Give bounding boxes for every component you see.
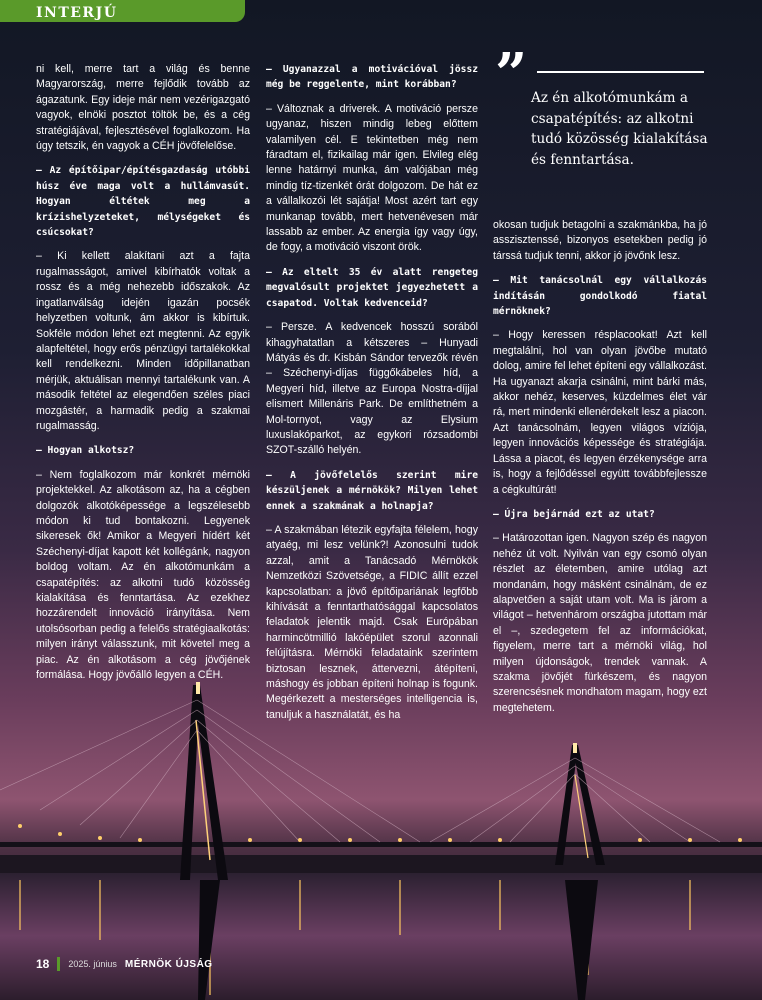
column-2: [266, 62, 478, 732]
body-paragraph: – Változnak a driverek. A motiváció persze ugyanaz, hiszen mindig lebeg előttem valamilyen cél. E tekintetben még nem fáradtam el, fizikailag már igen. Elvileg elég lenne határnyi munka, ám valójában még mindig tíz-tizenkét órát dolgozom. De hát ez a vállalkozói lét sajátja! Most azért tart egy munkanap tovább, mert hetvenévesen már lassabb az ember. Az energia így vagy úgy, de fogy, a motiváció viszont örök.: [266, 102, 478, 254]
interview-question: – Hogyan alkotsz?: [36, 445, 135, 457]
interview-question: – A jövőfelelős szerint mire készüljenek a mérnökök? Milyen lehet ennek a szakmának a holnapja?: [266, 469, 478, 512]
footer-divider: [57, 957, 60, 971]
body-paragraph: okosan tudjuk betagolni a szakmánkba, ha jó asszisztenssé, bizonyos esetekben pedig jó társsá tudjuk tenni, akkor jó jövőnk lesz.: [493, 219, 707, 262]
interview-question: – Az építőipar/építésgazdaság utóbbi húsz éve maga volt a hullámvasút. Hogyan éltétek meg a krízishelyzeteket, mélységeket és csúcsokat?: [36, 165, 250, 239]
body-paragraph: – Határozottan igen. Nagyon szép és nagyon nehéz út volt. Nyilván van egy csomó olyan részlet az életemben, amire utólag azt mondanám, hogy másként csinálnám, de ez alapvetően a saját utam volt. Ma is járom a világot – hetvenhárom országba jutottam már el –, szedegetem fel az információkat, figyelem, merre tart a mérnöki világ, hol milyen újdonságok, trendek vannak. A szakma jövőjét fürkészem, és nagyon szerencsésnek mondhatom magam, hogy ezt megtehetem.: [493, 532, 707, 714]
interview-question: – Ugyanazzal a motivációval jössz még be reggelente, mint korábban?: [266, 64, 478, 91]
interview-question: – Mit tanácsolnál egy vállalkozás indításán gondolkodó fiatal mérnöknek?: [493, 275, 707, 318]
section-tag: INTERJÚ: [0, 0, 245, 22]
issue-date: 2025. június: [68, 959, 117, 969]
column-1: [36, 62, 250, 692]
body-paragraph: – Nem foglalkozom már konkrét mérnöki projektekkel. Az alkotásom az, ha a cégben dolgozók alkotóképessége a legszélesebb módon ki tud bontakozni. Legyenek sikeresek ők! Amikor a Megyeri hídért két Széchenyi-díjat kapott két kollégánk, nagyon boldog voltam. Az én alkotómunkám a csapatépítés: az alkotni tudó közösség kialakítása és fenntartása. Az ezekhez hozzárendelt innováció irányítása. Nem utolsósorban pedig a felelős stratégiaalkotás: milyen irányt válasszunk, mit követel meg a piac. Az én alkotásom a cég jövőjének formálása. Hogy jövőálló legyen a CÉH.: [36, 468, 250, 682]
body-paragraph: – A szakmában létezik egyfajta félelem, hogy atyaég, mi lesz velünk?! Azonosulni tudok azzal, amit a Tanácsadó Mérnökök Nemzetközi Szövetsége, a FIDIC állít ezzel kapcsolatban: a jövő építőipariának legfőbb kihívását a fenntarthatósággal kapcsolatos feladatok jelentik majd. Csak Európában harmincötmillió lakóépület szorul azonnali felújításra. Mérnöki feladataink szerintem biztosan lesznek, áttervezni, átépíteni, máshogy és jobban építeni holnap is fogunk. Megérkezett a mesterséges intelligencia is, tanuljuk a használatát, és ha: [266, 523, 478, 721]
body-paragraph: – Persze. A kedvencek hosszú sorából kihagyhatatlan a kétszeres – Hunyadi Mátyás és dr. Kisbán Sándor tervezők révén – Széchenyi-díjas függőkábeles híd, a Megyeri híd, illetve az Europa Nostra-díjjal elismert Millenáris Park. De említhetném a Mol-tornyot, vagy az Elysium luxuslakóparkot, az egykori rózsadombi SZOT-szálló helyén.: [266, 321, 478, 457]
quote-divider: [537, 71, 704, 73]
interview-question: – Az eltelt 35 év alatt rengeteg megvalósult projektet jegyezhetett a csapatod. Voltak kedvenceid?: [266, 266, 478, 309]
quote-mark-icon: ”: [495, 41, 528, 107]
interview-question: – Újra bejárnád ezt az utat?: [493, 508, 655, 520]
column-3: [493, 218, 707, 725]
body-paragraph: – Hogy keressen résplacookat! Azt kell megtalálni, hol van olyan jövőbe mutató dolog, amire fel lehet építeni egy vállalkozást. Ha ugyanazt akarja csinálni, mint bárki más, akkor nehéz, keserves, küzdelmes élet vár rá, mert mindenki ellenérdekelt lesz a piacon. Azt tanácsolnám, legyen világos víziója, legyen innovációs képessége és stratégiája. Lássa a piacot, és legyen érzékenysége arra is, hogy a fejlődéssel együtt továbbfejlessze a cégkultúrát!: [493, 329, 707, 496]
body-paragraph: ni kell, merre tart a világ és benne Magyarország, merre fejlődik tovább az ágazatunk. Egy ideje már nem vezérigazgató vagyok, elnöki posztot töltök be, és a cég stratégiájával, fejlesztésével foglalkozom. Ha úgy tetszik, én vagyok a CÉH jövőfelelőse.: [36, 63, 250, 153]
page-number: 18: [36, 957, 50, 971]
pull-quote-text: Az én alkotómunkám a csapatépítés: az alkotni tudó közösség kialakítása és fenntartása.: [531, 90, 708, 168]
body-paragraph: – Ki kellett alakítani azt a fajta rugalmasságot, amivel kibírhatók voltak a rossz és a még nehezebb időszakok. Az ingatlanválság idején igazán pocsék helyzetben voltunk, ám akkor is kibírtuk. Sokféle módon lehet ezt megtenni. Az egyik alapfeltétel, hogy erős pénzügyi tartalékokkal kell rendelkezni. Minden időpillanatban mérjük, aktuálisan mennyi tartalékunk van. A második feltétel az elegendően széles piaci mozgástér, a harmadik pedig a szakmai rugalmasság.: [36, 250, 250, 432]
magazine-name: MÉRNÖK ÚJSÁG: [124, 958, 213, 970]
page-footer: [36, 956, 213, 972]
